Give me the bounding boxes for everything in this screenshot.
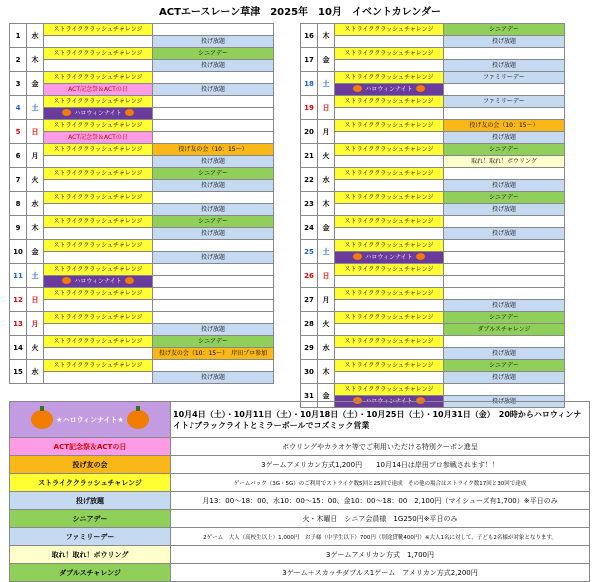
event-cell	[335, 372, 444, 384]
event-cell	[44, 36, 153, 48]
day-number: 31	[301, 384, 318, 408]
calendar-row	[10, 360, 274, 372]
event-cell	[153, 288, 274, 300]
legend-row	[10, 402, 590, 438]
day-number: 24	[301, 216, 318, 240]
day-number: 25	[301, 240, 318, 264]
day-number: 8	[10, 192, 27, 216]
event-legend	[9, 401, 590, 582]
event-cell	[444, 84, 565, 96]
event-cell: 投げ放題	[444, 180, 565, 192]
page-title: ACTエースレーン草津 2025年 10月 イベントカレンダー	[159, 7, 441, 18]
day-number: 21	[301, 144, 318, 168]
event-cell	[153, 360, 274, 372]
weekday: 日	[27, 120, 44, 144]
legend-row	[10, 564, 590, 582]
event-cell: ストライククラッシュチャレンジ	[335, 96, 444, 108]
event-cell	[153, 300, 274, 312]
weekday: 月	[27, 144, 44, 168]
legend-description: 3ゲームアメリカン方式1,200円 10月14日は岸田プロ参戦されます！！	[171, 456, 590, 474]
day-number: 18	[301, 72, 318, 96]
calendar-row	[10, 216, 274, 228]
calendar-row	[10, 348, 274, 360]
day-number: 6	[10, 144, 27, 168]
event-cell	[44, 108, 153, 120]
event-cell: 投げ放題	[444, 204, 565, 216]
weekday: 火	[27, 168, 44, 192]
event-cell: シニアデー	[444, 144, 565, 156]
weekday: 金	[27, 72, 44, 96]
calendar-first-half	[9, 23, 274, 384]
event-cell	[44, 204, 153, 216]
event-cell: ダブルスチャレンジ	[444, 324, 565, 336]
pumpkin-icon	[416, 85, 425, 92]
day-number: 1	[10, 24, 27, 48]
calendar-row	[301, 288, 565, 300]
day-number: 23	[301, 192, 318, 216]
calendar-row	[301, 72, 565, 84]
event-cell	[444, 276, 565, 288]
event-cell: ファミリーデー	[444, 72, 565, 84]
event-cell: ストライククラッシュチャレンジ	[335, 216, 444, 228]
calendar-row	[301, 24, 565, 36]
event-cell	[335, 84, 444, 96]
calendar-row	[301, 216, 565, 228]
calendar-row	[301, 120, 565, 132]
event-cell	[335, 204, 444, 216]
weekday: 金	[318, 384, 335, 408]
weekday: 日	[318, 264, 335, 288]
calendar-row	[10, 120, 274, 132]
event-cell: 投げ放題	[153, 204, 274, 216]
calendar-row	[10, 276, 274, 288]
day-number: 16	[301, 24, 318, 48]
pumpkin-icon	[125, 109, 134, 116]
legend-description: 3ゲームアメリカン方式 1,700円	[171, 546, 590, 564]
event-label: ハロウィンナイト	[365, 253, 413, 261]
pumpkin-icon	[125, 277, 134, 284]
event-cell: ストライククラッシュチャレンジ	[335, 120, 444, 132]
calendar-row	[301, 204, 565, 216]
event-cell	[153, 96, 274, 108]
calendar-row	[301, 240, 565, 252]
event-cell	[335, 228, 444, 240]
event-cell: ストライククラッシュチャレンジ	[335, 24, 444, 36]
calendar-row	[301, 360, 565, 372]
day-number: 9	[10, 216, 27, 240]
calendar-row	[301, 252, 565, 264]
calendar-row	[10, 24, 274, 36]
event-cell	[44, 180, 153, 192]
event-cell: 投げ放題	[153, 372, 274, 384]
calendar-row	[10, 96, 274, 108]
calendar-row	[301, 156, 565, 168]
event-cell	[44, 60, 153, 72]
legend-row	[10, 510, 590, 528]
calendar-row	[10, 180, 274, 192]
weekday: 土	[27, 264, 44, 288]
event-cell	[444, 264, 565, 276]
event-cell: ファミリーデー	[444, 96, 565, 108]
event-cell	[335, 156, 444, 168]
event-cell	[44, 228, 153, 240]
event-cell: ストライククラッシュチャレンジ	[44, 240, 153, 252]
legend-key	[10, 402, 171, 438]
weekday: 月	[318, 288, 335, 312]
legend-description: 月13：00～18：00、水10：00～15：00、金10：00～18：00 2,100円（マイシューズ有1,700）※平日のみ	[171, 492, 590, 510]
calendar-row	[301, 312, 565, 324]
calendar-row	[301, 384, 565, 396]
event-cell: 投げ放題	[153, 156, 274, 168]
weekday: 水	[27, 192, 44, 216]
event-cell: 投げ放題	[153, 180, 274, 192]
event-cell	[335, 252, 444, 264]
event-cell: ストライククラッシュチャレンジ	[44, 288, 153, 300]
weekday: 火	[27, 336, 44, 360]
event-cell: ストライククラッシュチャレンジ	[335, 240, 444, 252]
event-label: ハロウィンナイト	[365, 397, 413, 405]
pumpkin-icon	[62, 109, 71, 116]
calendar-row	[301, 324, 565, 336]
calendar-row	[301, 132, 565, 144]
event-cell: ストライククラッシュチャレンジ	[44, 120, 153, 132]
weekday: 水	[318, 168, 335, 192]
event-cell: 投げ放題	[153, 60, 274, 72]
event-label: ハロウィンナイト	[74, 109, 122, 117]
pumpkin-icon	[62, 277, 71, 284]
legend-key: ファミリーデー	[10, 528, 171, 546]
day-number: 7	[10, 168, 27, 192]
legend-key-label: ★ハロウィンナイト★	[56, 415, 124, 424]
event-cell: 投げ放題	[153, 324, 274, 336]
event-cell: ストライククラッシュチャレンジ	[335, 48, 444, 60]
calendar-row	[10, 204, 274, 216]
event-cell: シニアデー	[153, 48, 274, 60]
event-cell	[44, 156, 153, 168]
event-cell: シニアデー	[444, 24, 565, 36]
calendar-row	[10, 60, 274, 72]
calendar-row	[301, 84, 565, 96]
event-cell	[153, 132, 274, 144]
calendar-row	[301, 108, 565, 120]
day-number: 27	[301, 288, 318, 312]
weekday: 木	[318, 360, 335, 384]
event-cell	[335, 60, 444, 72]
event-cell: 投げ友の会（10：15～） 岸田プロ参加	[153, 348, 274, 360]
calendar-row	[301, 60, 565, 72]
event-cell: シニアデー	[444, 192, 565, 204]
event-cell: 投げ友の会（10：15～）	[153, 144, 274, 156]
event-cell	[44, 252, 153, 264]
calendar-row	[10, 240, 274, 252]
calendar-row	[301, 96, 565, 108]
event-cell: シニアデー	[444, 360, 565, 372]
calendar-row	[301, 228, 565, 240]
event-cell: ストライククラッシュチャレンジ	[335, 360, 444, 372]
pumpkin-icon	[127, 410, 149, 429]
weekday: 木	[318, 192, 335, 216]
event-cell	[444, 168, 565, 180]
event-cell: ストライククラッシュチャレンジ	[44, 360, 153, 372]
calendar-row	[10, 192, 274, 204]
event-cell: 投げ放題	[444, 36, 565, 48]
weekday: 月	[318, 120, 335, 144]
event-cell	[335, 276, 444, 288]
day-number: 3	[10, 72, 27, 96]
event-cell: ストライククラッシュチャレンジ	[335, 288, 444, 300]
event-cell: 投げ放題	[444, 228, 565, 240]
legend-row	[10, 546, 590, 564]
day-number: 17	[301, 48, 318, 72]
event-cell: ストライククラッシュチャレンジ	[335, 144, 444, 156]
day-number: 30	[301, 360, 318, 384]
event-cell: ストライククラッシュチャレンジ	[335, 264, 444, 276]
event-cell	[153, 264, 274, 276]
legend-key: シニアデー	[10, 510, 171, 528]
legend-row	[10, 528, 590, 546]
event-cell	[335, 324, 444, 336]
legend-description: 10月4日（土）・10月11日（土）・10月18日（土）・10月25日（土）・10月31日（金） 20時からハロウィンナイト♪ブラックライトとミラーボールでコズミック営業	[171, 402, 590, 438]
event-cell: ストライククラッシュチャレンジ	[335, 312, 444, 324]
event-cell	[44, 348, 153, 360]
calendar-row	[301, 372, 565, 384]
event-cell: 投げ放題	[153, 252, 274, 264]
event-cell: ストライククラッシュチャレンジ	[44, 264, 153, 276]
weekday: 火	[318, 312, 335, 336]
event-cell	[444, 252, 565, 264]
event-cell	[153, 240, 274, 252]
weekday: 火	[318, 144, 335, 168]
event-cell: ストライククラッシュチャレンジ	[44, 72, 153, 84]
calendar-row	[10, 108, 274, 120]
calendar-row	[301, 48, 565, 60]
pumpkin-icon	[31, 410, 53, 429]
day-number: 14	[10, 336, 27, 360]
event-cell	[153, 192, 274, 204]
calendar-row	[10, 264, 274, 276]
weekday: 水	[27, 24, 44, 48]
weekday: 金	[318, 216, 335, 240]
day-number: 19	[301, 96, 318, 120]
calendar-row	[10, 156, 274, 168]
calendar-row	[10, 252, 274, 264]
legend-description: 2ゲーム 大人（高校生以上）1,000円 お子様（中学生以下）700円（別途貸靴400円）※大人1名に対して、子ども2名様が対象となります。	[171, 528, 590, 546]
calendar-row	[301, 276, 565, 288]
legend-key: 投げ放題	[10, 492, 171, 510]
legend-row	[10, 456, 590, 474]
calendar-row	[301, 180, 565, 192]
event-cell: 投げ放題	[444, 396, 565, 408]
legend-description: 火・木曜日 シニア会員様 1G250円※平日のみ	[171, 510, 590, 528]
event-cell: 取れ！取れ！ボウリング	[444, 156, 565, 168]
event-cell: ストライククラッシュチャレンジ	[44, 336, 153, 348]
weekday: 金	[318, 48, 335, 72]
event-label: ハロウィンナイト	[365, 85, 413, 93]
legend-key: 投げ友の会	[10, 456, 171, 474]
pumpkin-icon	[416, 253, 425, 260]
weekday: 水	[318, 336, 335, 360]
event-cell	[444, 384, 565, 396]
event-cell: ストライククラッシュチャレンジ	[44, 48, 153, 60]
legend-row	[10, 438, 590, 456]
weekday: 木	[27, 216, 44, 240]
calendar-row	[10, 144, 274, 156]
calendar-row	[10, 168, 274, 180]
calendar-row	[10, 300, 274, 312]
event-cell: ストライククラッシュチャレンジ	[44, 24, 153, 36]
legend-row	[10, 474, 590, 492]
calendar-row	[10, 336, 274, 348]
calendar-row	[10, 324, 274, 336]
legend-key: 取れ！取れ！ボウリング	[10, 546, 171, 564]
event-cell	[444, 288, 565, 300]
day-number: 13	[10, 312, 27, 336]
calendar-row	[10, 372, 274, 384]
event-cell	[153, 24, 274, 36]
event-cell: 投げ放題	[444, 300, 565, 312]
weekday: 日	[27, 288, 44, 312]
event-cell: 投げ放題	[444, 60, 565, 72]
event-cell	[153, 276, 274, 288]
event-cell	[44, 324, 153, 336]
event-cell	[444, 216, 565, 228]
event-cell: ACT記念祭＆ACTの日	[44, 132, 153, 144]
day-number: 11	[10, 264, 27, 288]
event-cell	[335, 36, 444, 48]
calendar-row	[10, 132, 274, 144]
legend-key: ACT記念祭＆ACTの日	[10, 438, 171, 456]
legend-description: ボウリングやカラオケ等でご利用いただける特別クーポン進呈	[171, 438, 590, 456]
day-number: 2	[10, 48, 27, 72]
weekday: 木	[27, 48, 44, 72]
event-cell: ストライククラッシュチャレンジ	[335, 384, 444, 396]
event-cell: シニアデー	[153, 336, 274, 348]
pumpkin-icon	[353, 253, 362, 260]
weekday: 日	[318, 96, 335, 120]
event-cell: ストライククラッシュチャレンジ	[335, 72, 444, 84]
weekday: 木	[318, 24, 335, 48]
event-cell	[153, 108, 274, 120]
event-cell: 投げ放題	[153, 36, 274, 48]
event-cell	[335, 348, 444, 360]
event-cell	[153, 72, 274, 84]
weekday: 月	[27, 312, 44, 336]
calendar-row	[10, 228, 274, 240]
event-cell	[44, 276, 153, 288]
day-number: 12	[10, 288, 27, 312]
event-cell: ストライククラッシュチャレンジ	[335, 192, 444, 204]
event-cell	[335, 132, 444, 144]
event-cell	[335, 300, 444, 312]
calendar-row	[301, 168, 565, 180]
event-cell: 投げ放題	[153, 228, 274, 240]
legend-description: ゲームパック（3G・5G）のご利用でストライク数5回と25回で達成 その他の場合はストライク数17回と30回で達成	[171, 474, 590, 492]
calendar-row	[301, 300, 565, 312]
event-cell: ストライククラッシュチャレンジ	[335, 168, 444, 180]
day-number: 10	[10, 240, 27, 264]
calendar-second-half	[300, 23, 565, 408]
event-cell: シニアデー	[153, 216, 274, 228]
calendar-row	[301, 264, 565, 276]
event-cell: ストライククラッシュチャレンジ	[44, 144, 153, 156]
event-cell: 投げ放題	[444, 132, 565, 144]
calendar-row	[301, 348, 565, 360]
event-cell	[153, 120, 274, 132]
legend-key: ダブルスチャレンジ	[10, 564, 171, 582]
weekday: 土	[27, 96, 44, 120]
day-number: 4	[10, 96, 27, 120]
legend-row	[10, 492, 590, 510]
event-cell	[444, 336, 565, 348]
event-cell: ストライククラッシュチャレンジ	[44, 192, 153, 204]
calendar-row	[301, 336, 565, 348]
legend-description: 3ゲーム＋スカッチダブルス1ゲーム アメリカン方式2,200円	[171, 564, 590, 582]
day-number: 5	[10, 120, 27, 144]
event-cell: 投げ放題	[444, 372, 565, 384]
weekday: 土	[318, 240, 335, 264]
weekday: 水	[27, 360, 44, 384]
event-cell: シニアデー	[153, 168, 274, 180]
event-cell	[335, 180, 444, 192]
weekday: 土	[318, 72, 335, 96]
day-number: 22	[301, 168, 318, 192]
event-cell	[153, 312, 274, 324]
weekday: 金	[27, 240, 44, 264]
legend-key: ストライククラッシュチャレンジ	[10, 474, 171, 492]
event-cell: 投げ放題	[444, 348, 565, 360]
event-cell: 投げ友の会（10：15～）	[444, 120, 565, 132]
day-number: 26	[301, 264, 318, 288]
event-label: ハロウィンナイト	[74, 277, 122, 285]
event-cell	[335, 108, 444, 120]
event-cell	[44, 372, 153, 384]
calendar-row	[301, 192, 565, 204]
event-cell: ストライククラッシュチャレンジ	[44, 96, 153, 108]
event-cell	[444, 48, 565, 60]
event-cell	[44, 300, 153, 312]
day-number: 20	[301, 120, 318, 144]
calendar-row	[10, 312, 274, 324]
event-cell: 投げ放題	[153, 84, 274, 96]
event-cell: ストライククラッシュチャレンジ	[44, 312, 153, 324]
event-cell: シニアデー	[444, 312, 565, 324]
pumpkin-icon	[353, 85, 362, 92]
event-cell: ストライククラッシュチャレンジ	[44, 216, 153, 228]
event-cell	[444, 108, 565, 120]
calendar-row	[10, 84, 274, 96]
calendar-row	[10, 288, 274, 300]
event-cell: ACT記念祭＆ACTの日	[44, 84, 153, 96]
calendar-row	[301, 36, 565, 48]
calendar-row	[10, 72, 274, 84]
day-number: 28	[301, 312, 318, 336]
calendar-row	[10, 48, 274, 60]
calendar-row	[301, 144, 565, 156]
event-cell: ストライククラッシュチャレンジ	[335, 336, 444, 348]
event-cell	[444, 240, 565, 252]
day-number: 15	[10, 360, 27, 384]
calendar-row	[10, 36, 274, 48]
event-cell: ストライククラッシュチャレンジ	[44, 168, 153, 180]
day-number: 29	[301, 336, 318, 360]
